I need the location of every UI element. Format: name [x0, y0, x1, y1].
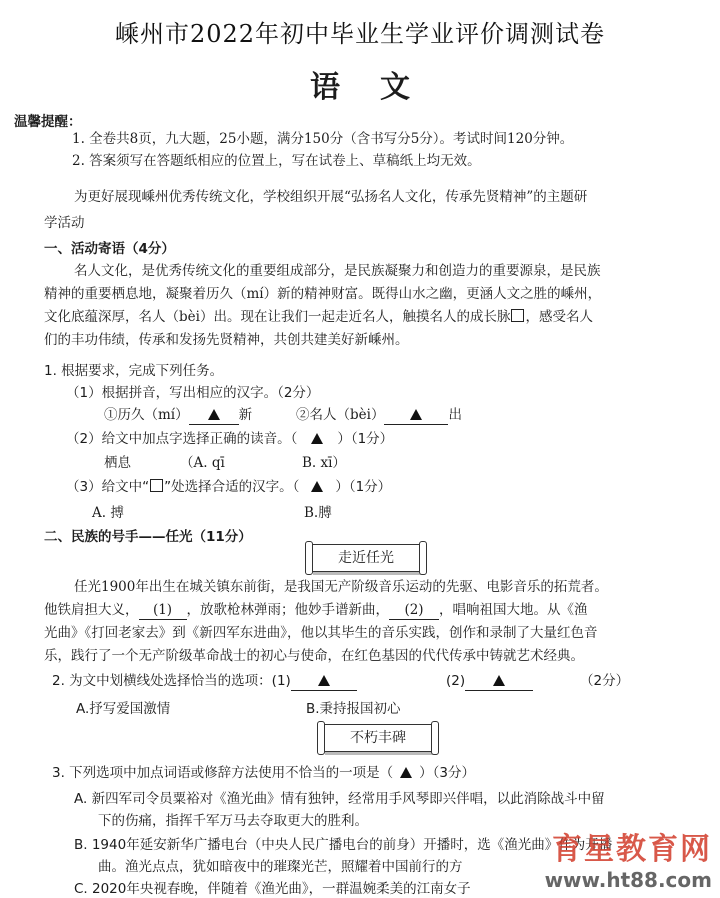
- option-a-line: 下的伤痛，指挥千军万马去夺取更大的胜利。: [98, 813, 368, 829]
- question-text: （3）给文中“: [66, 479, 150, 495]
- triangle-icon: [318, 675, 330, 686]
- answer-blank: [384, 406, 448, 425]
- answer-blank: [291, 672, 357, 691]
- question-1-1b: [296, 406, 462, 425]
- section2-para-line: 任光1900年出生在城关镇东前街，是我国无产阶级音乐运动的先驱、电影音乐的拓荒者。: [74, 579, 608, 595]
- section2-para-line: [44, 601, 588, 620]
- option-a: （A. qī: [180, 455, 225, 471]
- pinyin-prompt: ②名人（bèi）: [296, 407, 385, 423]
- section1-heading: 一、活动寄语（4分）: [44, 241, 175, 257]
- pinyin-prompt: ①历久（mí）: [104, 407, 189, 423]
- para-text: ，放歌枪林弹雨；他妙手谱新曲，: [186, 602, 389, 618]
- question-score: ）（1分）: [337, 431, 394, 447]
- triangle-icon: [410, 409, 422, 420]
- section1-para-line: 精神的重要栖息地，凝聚着历久（mí）新的精神财富。既得山水之幽，更涵人文之胜的嵊州，: [44, 286, 602, 302]
- option-b: B. xī）: [302, 455, 346, 471]
- subject-title: 语文: [310, 70, 450, 105]
- watermark-url: www.ht88.com: [544, 868, 712, 892]
- answer-blank: (2): [389, 601, 439, 620]
- section2-para-line: 光曲》《打回老家去》到《新四军东进曲》，他以其毕生的音乐实践，创作和录制了大量红色音: [44, 625, 598, 641]
- section1-para-line: 名人文化，是优秀传统文化的重要组成部分，是民族凝聚力和创造力的重要源泉，是民族: [74, 263, 601, 279]
- section2-para-line: 乐，践行了一个无产阶级革命战士的初心与使命，在红色基因的代代传承中铸就艺术经典。: [44, 648, 584, 664]
- para-text: ，唱响祖国大地。从《渔: [439, 602, 588, 618]
- question-1: 1. 根据要求，完成下列任务。: [44, 363, 224, 379]
- exam-title: 嵊州市2022年初中毕业生学业评价调测试卷: [114, 20, 606, 48]
- option-a-line: A. 新四军司令员粟裕对《渔光曲》情有独钟，经常用手风琴即兴伴唱，以此消除战斗中留: [74, 791, 605, 807]
- question-2-blank2: [446, 672, 533, 691]
- question-3: [52, 764, 475, 782]
- option-word: 栖息: [104, 455, 131, 471]
- triangle-icon: [311, 481, 323, 492]
- para-text: 他铁肩担大义，: [44, 602, 139, 618]
- triangle-icon: [493, 675, 505, 686]
- answer-blank: (1): [139, 601, 187, 620]
- question-text: (2): [446, 673, 466, 689]
- triangle-icon: [208, 409, 220, 420]
- section1-para-text: ，感受名人: [525, 309, 593, 325]
- question-score: ）（1分）: [335, 479, 392, 495]
- reminder-item-2: 2. 答案须写在答题纸相应的位置上，写在试卷上、草稿纸上均无效。: [72, 153, 481, 169]
- question-1-1a: [104, 406, 252, 425]
- answer-blank: [465, 672, 533, 691]
- option-b-line: B. 1940年延安新华广播电台（中央人民广播电台的前身）开播时，选《渔光曲》作为开播: [74, 837, 613, 853]
- banner-scroll: 不朽丰碑: [322, 724, 434, 752]
- question-1-1: （1）根据拼音，写出相应的汉字。（2分）: [66, 385, 320, 401]
- answer-blank: [189, 406, 239, 425]
- option-b: B.膊: [304, 505, 332, 521]
- section1-para-line: 们的丰功伟绩，传承和发扬先贤精神，共创共建美好新嵊州。: [44, 332, 409, 348]
- fill-in-box: [511, 309, 524, 322]
- option-a: A. 搏: [92, 505, 124, 521]
- question-1-2: [66, 430, 393, 448]
- section1-para-line: [44, 308, 593, 326]
- question-text: 2. 为文中划横线处选择恰当的选项：(1): [52, 673, 291, 689]
- question-1-3: [66, 478, 391, 496]
- section1-para-text: 文化底蕴深厚，名人（bèi）出。现在让我们一起走近名人，触摸名人的成长脉: [44, 309, 511, 325]
- reminder-item-1: 1. 全卷共8页，九大题，25小题，满分150分（含书写分5分）。考试时间120分钟。: [72, 131, 574, 147]
- question-2: [52, 672, 357, 691]
- option-a: A.抒写爱国激情: [76, 701, 171, 717]
- section2-heading: 二、民族的号手——任光（11分）: [44, 529, 252, 545]
- option-c-line: C. 2020年央视春晚，伴随着《渔光曲》，一群温婉柔美的江南女子: [74, 881, 471, 897]
- watermark-text: 育星教育网: [552, 832, 712, 867]
- option-b: B.秉持报国初心: [306, 701, 401, 717]
- fill-in-box: [150, 479, 163, 492]
- option-b-line: 曲。渔光点点，犹如暗夜中的璀璨光芒，照耀着中国前行的方: [98, 859, 463, 875]
- question-score: ）（3分）: [419, 765, 476, 781]
- question-text: 3. 下列选项中加点词语或修辞方法使用不恰当的一项是（: [52, 765, 394, 781]
- reminder-label: 温馨提醒：: [14, 114, 82, 130]
- pinyin-suffix: 新: [238, 407, 253, 423]
- intro-line-2: 学活动: [44, 215, 85, 231]
- banner-scroll: 走近任光: [310, 544, 422, 572]
- triangle-icon: [400, 767, 412, 778]
- question-text: ”处选择合适的汉字。（: [164, 479, 300, 495]
- intro-line-1: 为更好展现嵊州优秀传统文化，学校组织开展“弘扬名人文化，传承先贤精神”的主题研: [74, 189, 588, 205]
- question-2-score: （2分）: [580, 673, 630, 689]
- question-text: （2）给文中加点字选择正确的读音。（: [66, 431, 298, 447]
- triangle-icon: [311, 433, 323, 444]
- pinyin-suffix: 出: [448, 407, 462, 423]
- watermark-logo: [545, 824, 712, 892]
